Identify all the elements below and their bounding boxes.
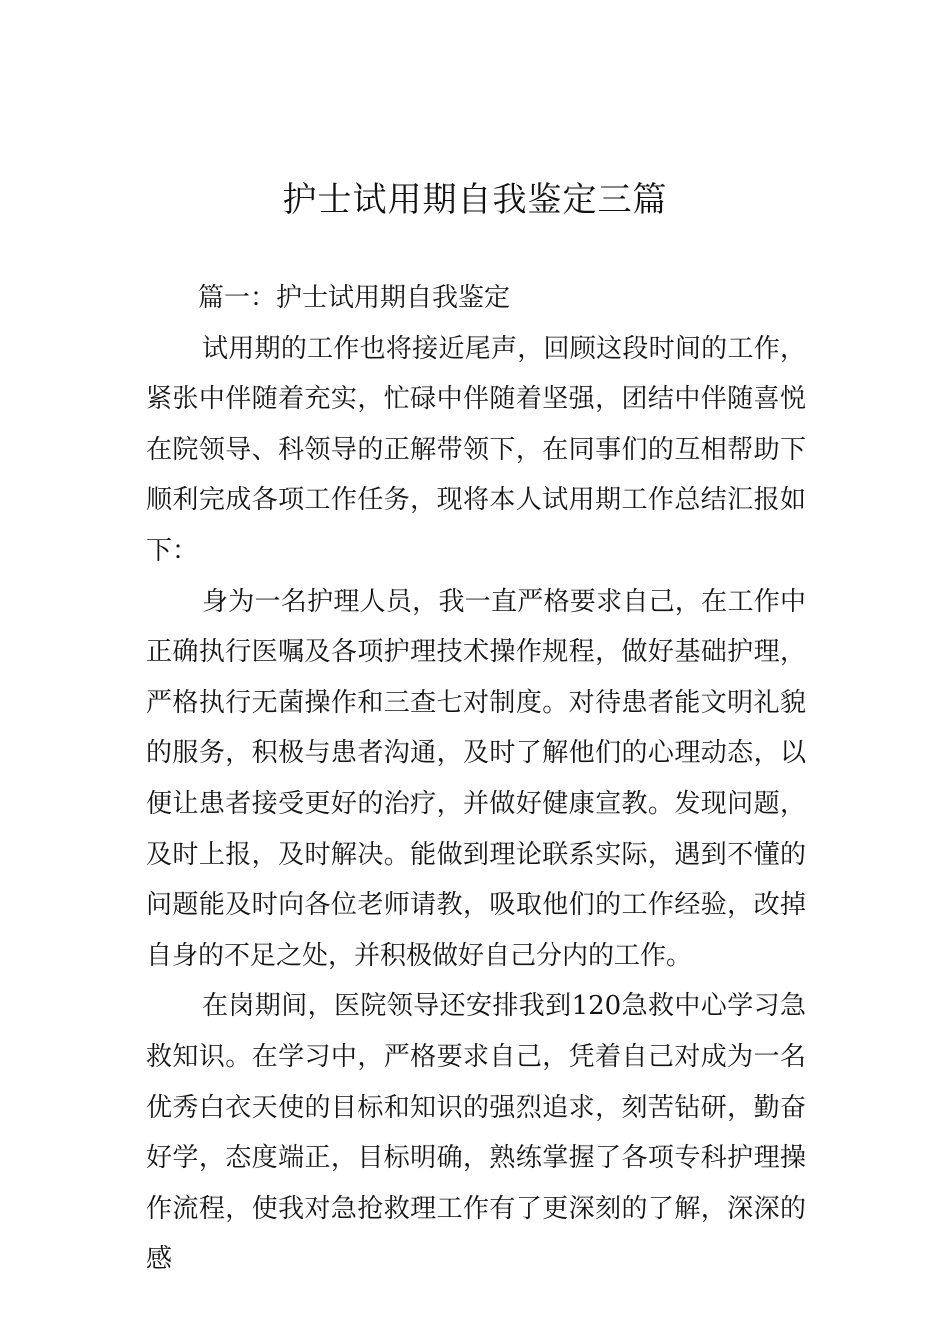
paragraph-2: 身为一名护理人员，我一直严格要求自己，在工作中正确执行医嘱及各项护理技术操作规程，做好基础护理，严格执行无菌操作和三查七对制度。对待患者能文明礼貌的服务，积极与患者沟通，及时了解他们的心理动态，以便让患者接受更好的治疗，并做好健康宣教。发现问题，及时上报，及时解决。能做到理论联系实际，遇到不懂的问题能及时向各位老师请教，吸取他们的工作经验，改掉自身的不足之处，并积极做好自己分内的工作。 (146, 586, 806, 971)
paragraph-1: 试用期的工作也将接近尾声，回顾这段时间的工作，紧张中伴随着充实，忙碌中伴随着坚强，团结中伴随喜悦在院领导、科领导的正解带领下，在同事们的互相帮助下顺利完成各项工作任务，现将本人试用期工作总结汇报如下： (146, 333, 806, 566)
document-body (146, 273, 806, 1285)
paragraph-3: 在岗期间，医院领导还安排我到120急救中心学习急救知识。在学习中，严格要求自己，凭着自己对成为一名优秀白衣天使的目标和知识的强烈追求，刻苦钻研，勤奋好学，态度端正，目标明确，熟练掌握了各项专科护理操作流程，使我对急抢救理工作有了更深刻的了解，深深的感 (146, 991, 806, 1275)
section-heading: 篇一：护士试用期自我鉴定 (198, 283, 511, 313)
document-title: 护士试用期自我鉴定三篇 (282, 180, 668, 220)
